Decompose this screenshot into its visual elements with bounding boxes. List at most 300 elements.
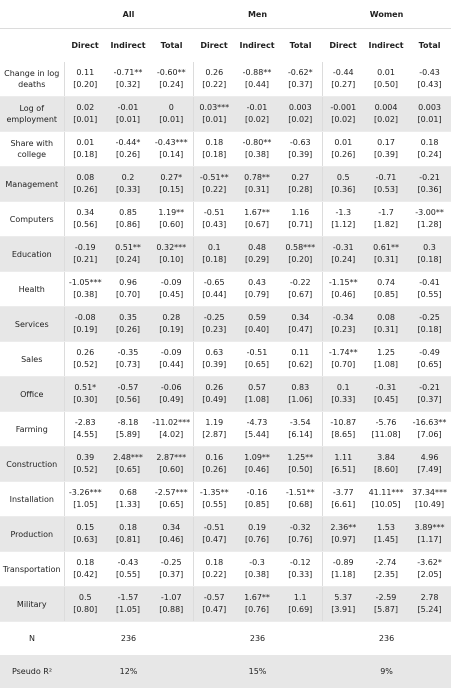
data-cell bbox=[364, 62, 408, 97]
column-header: Direct bbox=[329, 41, 357, 50]
coefficient: 1.1 bbox=[293, 593, 307, 602]
standard-error: [1.12] bbox=[331, 220, 356, 229]
standard-error: [8.60] bbox=[374, 465, 399, 474]
data-cell bbox=[408, 342, 451, 377]
standard-error: [8.65] bbox=[331, 430, 356, 439]
coefficient: 0.32*** bbox=[156, 243, 187, 252]
data-cell bbox=[279, 587, 322, 622]
standard-error: [5.44] bbox=[244, 430, 270, 439]
corner-cell bbox=[0, 29, 64, 63]
data-cell bbox=[322, 552, 364, 587]
coefficient: -3.77 bbox=[332, 488, 354, 497]
standard-error: [0.01] bbox=[73, 115, 98, 124]
table-row bbox=[0, 587, 451, 622]
standard-error: [1.82] bbox=[374, 220, 399, 229]
coefficient: -0.08 bbox=[74, 313, 96, 322]
data-cell bbox=[364, 272, 408, 307]
coefficient: 0.57 bbox=[248, 383, 266, 392]
standard-error: [7.06] bbox=[417, 430, 442, 439]
coefficient: -0.09 bbox=[160, 278, 182, 287]
standard-error: [1.08] bbox=[374, 360, 399, 369]
coefficient: 0.08 bbox=[377, 313, 395, 322]
coefficient: 0.004 bbox=[374, 103, 398, 112]
standard-error: [6.61] bbox=[331, 500, 356, 509]
data-cell bbox=[322, 342, 364, 377]
coefficient: -0.12 bbox=[289, 558, 311, 567]
data-cell bbox=[364, 202, 408, 237]
coefficient: 0.35 bbox=[119, 313, 137, 322]
coefficient: -0.06 bbox=[160, 383, 182, 392]
standard-error: [0.26] bbox=[73, 185, 98, 194]
data-cell bbox=[364, 97, 408, 132]
data-cell bbox=[408, 237, 451, 272]
data-cell bbox=[408, 587, 451, 622]
coefficient: 5.37 bbox=[334, 593, 353, 602]
standard-error: [0.18] bbox=[417, 325, 442, 334]
standard-error: [0.52] bbox=[73, 465, 98, 474]
data-cell bbox=[106, 307, 150, 342]
coefficient: -0.25 bbox=[203, 313, 225, 322]
coefficient: 0.48 bbox=[248, 243, 266, 252]
data-cell bbox=[150, 587, 193, 622]
standard-error: [1.05] bbox=[73, 500, 98, 509]
coefficient: 0.15 bbox=[76, 523, 95, 532]
data-cell bbox=[150, 377, 193, 412]
group-header: Women bbox=[322, 0, 451, 29]
data-cell bbox=[235, 62, 279, 97]
standard-error: [0.56] bbox=[115, 395, 141, 404]
data-cell bbox=[279, 237, 322, 272]
row-label: Log of employment bbox=[0, 97, 64, 132]
standard-error: [0.36] bbox=[331, 185, 356, 194]
data-cell bbox=[322, 237, 364, 272]
coefficient: 1.09** bbox=[244, 453, 270, 462]
data-cell bbox=[64, 167, 106, 202]
data-cell bbox=[106, 167, 150, 202]
standard-error: [0.37] bbox=[417, 395, 442, 404]
standard-error: [0.02] bbox=[331, 115, 356, 124]
table-row bbox=[0, 482, 451, 517]
coefficient: -0.88** bbox=[242, 68, 272, 77]
data-cell bbox=[322, 97, 364, 132]
data-cell bbox=[364, 132, 408, 167]
row-label: Computers bbox=[0, 202, 64, 237]
data-cell bbox=[322, 167, 364, 202]
standard-error: [0.20] bbox=[73, 80, 98, 89]
standard-error: [0.19] bbox=[159, 325, 184, 334]
data-cell bbox=[106, 342, 150, 377]
data-cell bbox=[150, 132, 193, 167]
standard-error: [0.29] bbox=[244, 255, 270, 264]
standard-error: [0.50] bbox=[374, 80, 399, 89]
coefficient: -0.01 bbox=[117, 103, 139, 112]
standard-error: [0.38] bbox=[244, 150, 270, 159]
standard-error: [7.49] bbox=[417, 465, 442, 474]
standard-error: [6.51] bbox=[331, 465, 356, 474]
coefficient: 0.34 bbox=[76, 208, 95, 217]
row-label: Construction bbox=[0, 447, 64, 482]
data-cell bbox=[364, 412, 408, 447]
standard-error: [0.30] bbox=[73, 395, 98, 404]
data-cell bbox=[235, 167, 279, 202]
data-cell bbox=[193, 342, 235, 377]
standard-error: [5.87] bbox=[374, 605, 399, 614]
standard-error: [0.24] bbox=[417, 150, 442, 159]
standard-error: [0.20] bbox=[288, 255, 313, 264]
standard-error: [5.24] bbox=[417, 605, 442, 614]
standard-error: [0.38] bbox=[73, 290, 98, 299]
coefficient: -1.57 bbox=[117, 593, 139, 602]
data-cell bbox=[193, 132, 235, 167]
standard-error: [0.01] bbox=[202, 115, 227, 124]
standard-error: [0.52] bbox=[73, 360, 98, 369]
table-row bbox=[0, 447, 451, 482]
coefficient: -0.01 bbox=[246, 103, 268, 112]
data-cell bbox=[364, 587, 408, 622]
standard-error: [0.01] bbox=[417, 115, 442, 124]
standard-error: [0.31] bbox=[374, 255, 399, 264]
data-cell bbox=[279, 62, 322, 97]
standard-error: [0.47] bbox=[202, 605, 227, 614]
coefficient: 0.39 bbox=[76, 453, 95, 462]
standard-error: [0.88] bbox=[159, 605, 184, 614]
coefficient: 41.11*** bbox=[368, 488, 404, 497]
data-cell bbox=[193, 167, 235, 202]
data-cell bbox=[64, 237, 106, 272]
data-cell bbox=[106, 587, 150, 622]
standard-error: [0.39] bbox=[374, 150, 399, 159]
data-cell bbox=[408, 517, 451, 552]
data-cell bbox=[106, 412, 150, 447]
data-cell bbox=[64, 342, 106, 377]
standard-error: [1.05] bbox=[115, 605, 141, 614]
coefficient: -1.3 bbox=[335, 208, 352, 217]
standard-error: [0.33] bbox=[115, 185, 141, 194]
coefficient: -0.43*** bbox=[154, 138, 188, 147]
standard-error: [0.69] bbox=[288, 605, 313, 614]
corner-cell bbox=[0, 0, 64, 29]
data-cell bbox=[106, 132, 150, 167]
data-cell bbox=[322, 412, 364, 447]
coefficient: 0.18 bbox=[205, 558, 224, 567]
coefficient: -4.73 bbox=[246, 418, 268, 427]
data-cell bbox=[279, 552, 322, 587]
row-label: Farming bbox=[0, 412, 64, 447]
group-header: Men bbox=[193, 0, 322, 29]
data-cell bbox=[106, 447, 150, 482]
footer-value: 15% bbox=[193, 655, 322, 688]
data-cell bbox=[364, 482, 408, 517]
data-cell bbox=[64, 377, 106, 412]
group-header: All bbox=[64, 0, 193, 29]
coefficient: 0.58*** bbox=[285, 243, 316, 252]
coefficient: 0.63 bbox=[205, 348, 224, 357]
coefficient: 2.87*** bbox=[156, 453, 187, 462]
column-header: Indirect bbox=[110, 41, 146, 50]
standard-error: [0.27] bbox=[331, 80, 356, 89]
data-cell bbox=[322, 377, 364, 412]
data-cell bbox=[150, 447, 193, 482]
row-label: Share with college bbox=[0, 132, 64, 167]
data-cell bbox=[279, 202, 322, 237]
data-cell bbox=[322, 62, 364, 97]
coefficient: -0.31 bbox=[375, 383, 397, 392]
standard-error: [2.05] bbox=[417, 570, 442, 579]
data-cell bbox=[235, 517, 279, 552]
standard-error: [0.19] bbox=[73, 325, 98, 334]
data-cell bbox=[106, 517, 150, 552]
standard-error: [0.01] bbox=[115, 115, 141, 124]
standard-error: [0.42] bbox=[73, 570, 98, 579]
table-row bbox=[0, 342, 451, 377]
data-cell bbox=[322, 587, 364, 622]
footer-value: 236 bbox=[378, 634, 395, 643]
table-row bbox=[0, 167, 451, 202]
data-cell bbox=[150, 552, 193, 587]
standard-error: [0.18] bbox=[202, 150, 227, 159]
coefficient: -0.65 bbox=[203, 278, 225, 287]
standard-error: [0.39] bbox=[288, 150, 313, 159]
standard-error: [0.97] bbox=[331, 535, 356, 544]
coefficient: -0.21 bbox=[419, 173, 440, 182]
footer-label: Pseudo R² bbox=[0, 655, 64, 688]
coefficient: 0.2 bbox=[121, 173, 135, 182]
data-cell bbox=[408, 377, 451, 412]
row-label: Sales bbox=[0, 342, 64, 377]
coefficient: -0.63 bbox=[289, 138, 311, 147]
row-label: Production bbox=[0, 517, 64, 552]
standard-error: [5.89] bbox=[115, 430, 141, 439]
data-cell bbox=[235, 482, 279, 517]
coefficient: 0.3 bbox=[423, 243, 436, 252]
data-cell bbox=[193, 552, 235, 587]
data-cell bbox=[150, 342, 193, 377]
coefficient: 0.26 bbox=[76, 348, 95, 357]
data-cell bbox=[235, 97, 279, 132]
standard-error: [0.85] bbox=[244, 500, 270, 509]
standard-error: [0.65] bbox=[115, 465, 141, 474]
standard-error: [0.24] bbox=[159, 80, 184, 89]
coefficient: 0.78** bbox=[244, 173, 270, 182]
coefficient: 0.27 bbox=[291, 173, 310, 182]
data-cell bbox=[64, 97, 106, 132]
data-cell bbox=[106, 377, 150, 412]
coefficient: 0.003 bbox=[288, 103, 312, 112]
standard-error: [0.65] bbox=[159, 500, 184, 509]
subheader-row bbox=[0, 29, 451, 63]
coefficient: 0.83 bbox=[291, 383, 310, 392]
data-cell bbox=[408, 552, 451, 587]
standard-error: [0.18] bbox=[73, 150, 98, 159]
data-cell bbox=[408, 272, 451, 307]
coefficient: 0.34 bbox=[162, 523, 181, 532]
data-cell bbox=[322, 202, 364, 237]
coefficient: 1.16 bbox=[291, 208, 310, 217]
data-cell bbox=[408, 62, 451, 97]
standard-error: [0.50] bbox=[288, 465, 313, 474]
column-header: Total bbox=[289, 41, 312, 50]
standard-error: [0.37] bbox=[288, 80, 313, 89]
coefficient: 0.18 bbox=[76, 558, 95, 567]
standard-error: [0.23] bbox=[331, 325, 356, 334]
standard-error: [0.23] bbox=[202, 325, 227, 334]
data-cell bbox=[64, 552, 106, 587]
standard-error: [0.49] bbox=[202, 395, 227, 404]
standard-error: [0.44] bbox=[244, 80, 270, 89]
data-cell bbox=[106, 482, 150, 517]
coefficient: -0.71** bbox=[113, 68, 143, 77]
coefficient: -11.02*** bbox=[152, 418, 191, 427]
coefficient: 1.19** bbox=[158, 208, 185, 217]
coefficient: -0.34 bbox=[332, 313, 354, 322]
coefficient: -0.21 bbox=[419, 383, 440, 392]
coefficient: 0.74 bbox=[377, 278, 395, 287]
coefficient: 0.26 bbox=[205, 383, 224, 392]
coefficient: -0.89 bbox=[332, 558, 354, 567]
coefficient: 1.11 bbox=[334, 453, 353, 462]
standard-error: [0.76] bbox=[244, 605, 270, 614]
coefficient: -0.22 bbox=[289, 278, 311, 287]
row-label: Change in log deaths bbox=[0, 62, 64, 97]
footer-value: 9% bbox=[322, 655, 451, 688]
coefficient: -0.51 bbox=[203, 208, 225, 217]
coefficient: -2.83 bbox=[74, 418, 96, 427]
standard-error: [10.49] bbox=[414, 500, 445, 509]
data-cell bbox=[64, 272, 106, 307]
data-cell bbox=[364, 237, 408, 272]
row-label: Management bbox=[0, 167, 64, 202]
coefficient: -0.51** bbox=[199, 173, 229, 182]
coefficient: -0.25 bbox=[160, 558, 182, 567]
coefficient: 1.67** bbox=[244, 208, 270, 217]
standard-error: [0.24] bbox=[115, 255, 141, 264]
data-cell bbox=[193, 97, 235, 132]
standard-error: [0.26] bbox=[331, 150, 356, 159]
coefficient: -0.62* bbox=[287, 68, 313, 77]
footer-value: 236 bbox=[120, 634, 137, 643]
coefficient: 0.5 bbox=[78, 593, 92, 602]
coefficient: -3.62* bbox=[417, 558, 442, 567]
data-cell bbox=[235, 552, 279, 587]
coefficient: 0.003 bbox=[418, 103, 441, 112]
coefficient: 0.01 bbox=[334, 138, 353, 147]
coefficient: 0.34 bbox=[291, 313, 310, 322]
data-cell bbox=[408, 447, 451, 482]
standard-error: [0.24] bbox=[331, 255, 356, 264]
table-row bbox=[0, 237, 451, 272]
standard-error: [0.15] bbox=[159, 185, 184, 194]
data-cell bbox=[150, 202, 193, 237]
standard-error: [0.46] bbox=[331, 290, 356, 299]
footer-value: 236 bbox=[249, 634, 266, 643]
standard-error: [0.37] bbox=[159, 570, 184, 579]
coefficient: 0.02 bbox=[76, 103, 95, 112]
data-cell bbox=[279, 447, 322, 482]
data-cell bbox=[106, 552, 150, 587]
coefficient: -0.41 bbox=[419, 278, 440, 287]
table-row bbox=[0, 62, 451, 97]
data-cell bbox=[150, 97, 193, 132]
standard-error: [2.35] bbox=[374, 570, 399, 579]
standard-error: [0.01] bbox=[159, 115, 184, 124]
standard-error: [0.80] bbox=[73, 605, 98, 614]
data-cell bbox=[408, 202, 451, 237]
coefficient: -0.44 bbox=[332, 68, 354, 77]
coefficient: 0.1 bbox=[207, 243, 221, 252]
data-cell bbox=[106, 202, 150, 237]
coefficient: 2.36** bbox=[330, 523, 357, 532]
coefficient: -1.07 bbox=[160, 593, 182, 602]
standard-error: [0.40] bbox=[244, 325, 270, 334]
coefficient: 0.19 bbox=[248, 523, 266, 532]
table-row bbox=[0, 517, 451, 552]
data-cell bbox=[64, 62, 106, 97]
coefficient: -2.74 bbox=[375, 558, 397, 567]
row-label: Office bbox=[0, 377, 64, 412]
footer-label: N bbox=[29, 634, 35, 643]
standard-error: [0.14] bbox=[159, 150, 184, 159]
coefficient: -0.71 bbox=[375, 173, 397, 182]
coefficient: 1.19 bbox=[205, 418, 224, 427]
standard-error: [0.86] bbox=[115, 220, 141, 229]
data-cell bbox=[279, 97, 322, 132]
standard-error: [0.46] bbox=[159, 535, 184, 544]
coefficient: -0.001 bbox=[330, 103, 357, 112]
data-cell bbox=[364, 342, 408, 377]
coefficient: 0.01 bbox=[377, 68, 395, 77]
standard-error: [3.91] bbox=[331, 605, 356, 614]
data-cell bbox=[193, 237, 235, 272]
standard-error: [0.44] bbox=[159, 360, 184, 369]
coefficient: -0.19 bbox=[74, 243, 96, 252]
data-cell bbox=[193, 482, 235, 517]
standard-error: [1.33] bbox=[115, 500, 141, 509]
data-cell bbox=[408, 132, 451, 167]
standard-error: [4.02] bbox=[159, 430, 184, 439]
coefficient: 0.18 bbox=[420, 138, 439, 147]
group-header-row bbox=[0, 0, 451, 29]
data-cell bbox=[150, 62, 193, 97]
data-cell bbox=[322, 272, 364, 307]
standard-error: [0.71] bbox=[288, 220, 313, 229]
data-cell bbox=[193, 202, 235, 237]
coefficient: 0.43 bbox=[248, 278, 266, 287]
standard-error: [4.55] bbox=[73, 430, 98, 439]
coefficient: 0.59 bbox=[248, 313, 266, 322]
coefficient: -0.25 bbox=[419, 313, 440, 322]
coefficient: 1.53 bbox=[377, 523, 395, 532]
column-header: Direct bbox=[71, 41, 99, 50]
standard-error: [0.31] bbox=[244, 185, 270, 194]
data-cell bbox=[279, 342, 322, 377]
standard-error: [0.67] bbox=[244, 220, 270, 229]
standard-error: [0.55] bbox=[115, 570, 141, 579]
standard-error: [0.02] bbox=[288, 115, 313, 124]
data-cell bbox=[106, 272, 150, 307]
data-cell bbox=[408, 412, 451, 447]
data-cell bbox=[279, 307, 322, 342]
standard-error: [1.17] bbox=[417, 535, 442, 544]
coefficient: 1.25** bbox=[287, 453, 314, 462]
standard-error: [0.79] bbox=[244, 290, 270, 299]
standard-error: [0.22] bbox=[202, 185, 227, 194]
standard-error: [0.60] bbox=[159, 465, 184, 474]
coefficient: 37.34*** bbox=[412, 488, 447, 497]
standard-error: [0.38] bbox=[244, 570, 270, 579]
coefficient: -3.26*** bbox=[68, 488, 102, 497]
row-label: Health bbox=[0, 272, 64, 307]
standard-error: [0.33] bbox=[288, 570, 313, 579]
